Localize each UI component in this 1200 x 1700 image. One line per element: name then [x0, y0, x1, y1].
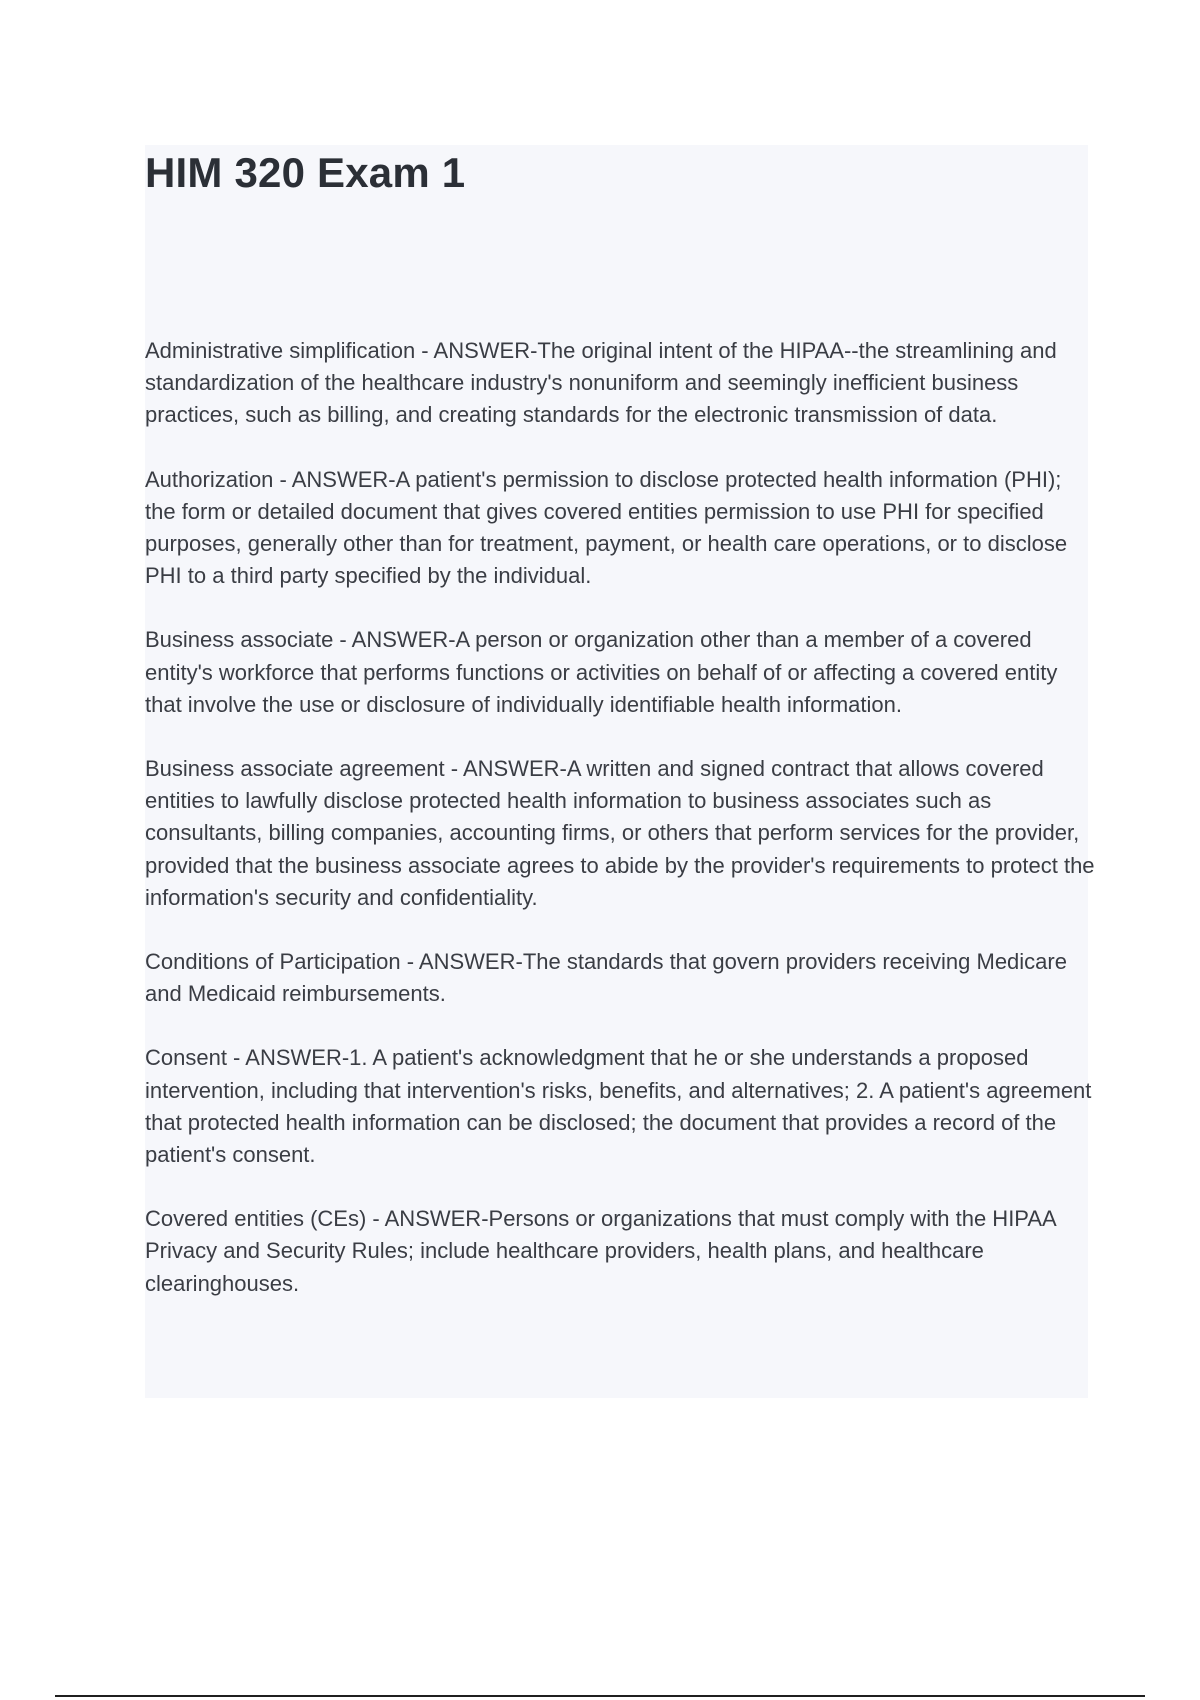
content-block	[145, 145, 1095, 1398]
page-title: HIM 320 Exam 1	[145, 149, 466, 196]
glossary-entries	[145, 335, 1095, 1300]
footer-divider	[55, 1695, 1145, 1697]
entry-authorization: Authorization - ANSWER-A patient's permission to disclose protected health information (PHI); the form or detailed document that gives covered entities permission to use PHI for specified purposes, generally other than for treatment, payment, or health care operations, or to disclose PHI to a third party specified by the individual.	[145, 466, 1068, 589]
entry-administrative-simplification: Administrative simplification - ANSWER-The original intent of the HIPAA--the streamlining and standardization of the healthcare industry's nonuniform and seemingly inefficient business practices, such as billing, and creating standards for the electronic transmission of data.	[145, 338, 1057, 428]
entry-covered-entities: Covered entities (CEs) - ANSWER-Persons or organizations that must comply with the HIPAA Privacy and Security Rules; include healthcare providers, health plans, and healthcare clearinghouses.	[145, 1206, 1056, 1296]
entry-business-associate-agreement: Business associate agreement - ANSWER-A written and signed contract that allows covered entities to lawfully disclose protected health information to business associates such as consultants, billing companies, accounting firms, or others that perform services for the provider, provided that the business associate agrees to abide by the provider's requirements to protect the information's security and confidentiality.	[145, 756, 1095, 910]
entry-business-associate: Business associate - ANSWER-A person or organization other than a member of a covered entity's workforce that performs functions or activities on behalf of or affecting a covered entity that involve the use or disclosure of individually identifiable health information.	[145, 627, 1058, 717]
entry-conditions-of-participation: Conditions of Participation - ANSWER-The standards that govern providers receiving Medicare and Medicaid reimbursements.	[145, 949, 1067, 1007]
entry-consent: Consent - ANSWER-1. A patient's acknowledgment that he or she understands a proposed intervention, including that intervention's risks, benefits, and alternatives; 2. A patient's agreement that protected health information can be disclosed; the document that provides a record of the patient's consent.	[145, 1045, 1092, 1168]
